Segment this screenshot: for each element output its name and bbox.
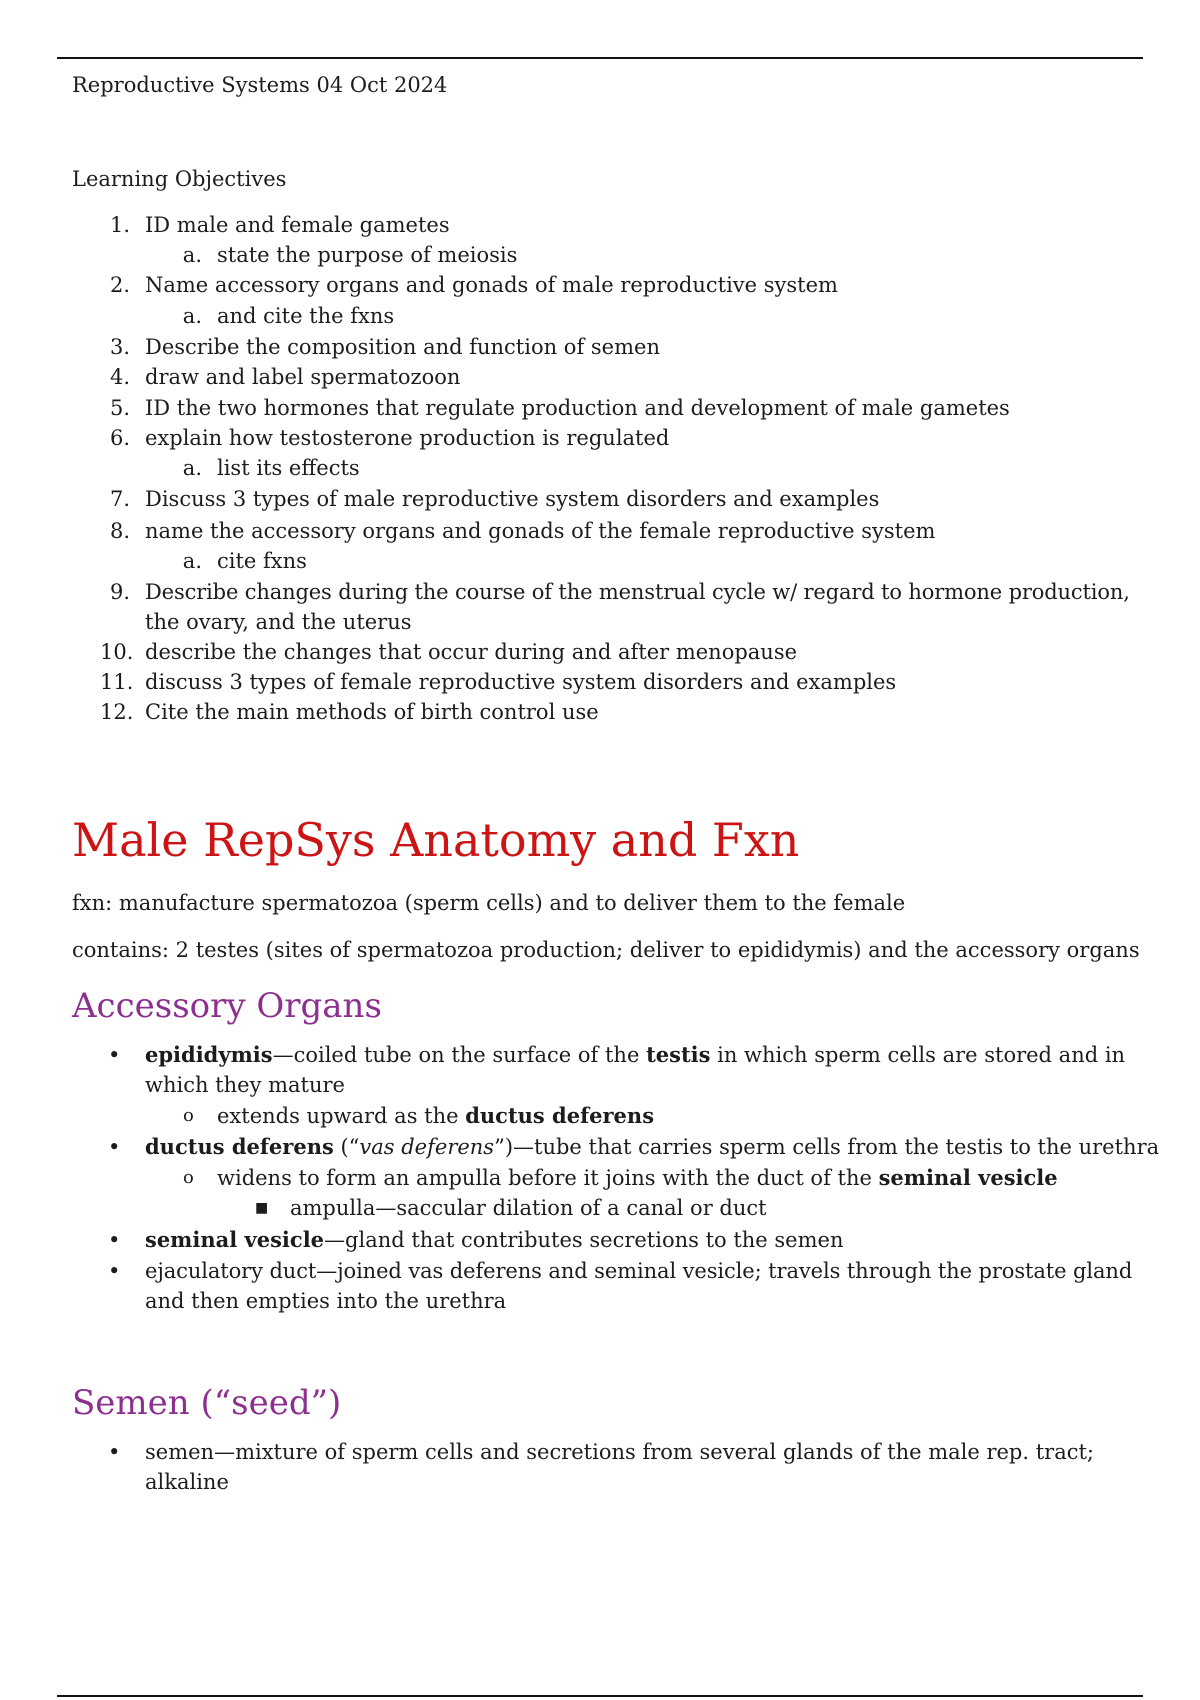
subitem-text: widens to form an ampulla before it joins with the duct of the xyxy=(217,1166,879,1190)
bottom-rule xyxy=(57,1695,1143,1697)
list-subitem-letter: a. xyxy=(182,304,202,328)
definition-text: ”)—tube that carries sperm cells from the testis to the urethra xyxy=(494,1135,1160,1159)
term-ductus-deferens: ductus deferens xyxy=(145,1134,334,1159)
list-item: ejaculatory duct—joined vas deferens and seminal vesicle; travels through the prostate gland xyxy=(145,1259,1133,1283)
list-item: semen—mixture of sperm cells and secretions from several glands of the male rep. tract; xyxy=(145,1440,1094,1464)
circle-bullet-icon: o xyxy=(183,1105,194,1126)
list-item-number: 3. xyxy=(109,335,130,359)
list-item: ID male and female gametes xyxy=(145,213,450,237)
subitem-text: extends upward as the xyxy=(217,1104,466,1128)
list-item: discuss 3 types of female reproductive system disorders and examples xyxy=(145,670,897,694)
section-heading-semen: Semen (“seed”) xyxy=(72,1383,342,1423)
definition-text: —gland that contributes secretions to the semen xyxy=(324,1228,844,1252)
list-item-continuation: alkaline xyxy=(145,1470,229,1494)
bullet-icon: • xyxy=(108,1135,121,1159)
definition-text: —coiled tube on the surface of the xyxy=(272,1043,647,1067)
list-item-number: 5. xyxy=(109,396,130,420)
list-item xyxy=(145,1040,1125,1070)
list-item-number: 2. xyxy=(109,273,130,297)
term-epididymis: epididymis xyxy=(145,1042,273,1067)
list-subitem: list its effects xyxy=(217,456,360,480)
list-item: describe the changes that occur during and after menopause xyxy=(145,640,798,664)
list-item-number: 10. xyxy=(100,640,134,664)
list-item: ID the two hormones that regulate production and development of male gametes xyxy=(145,396,1010,420)
definition-text: in which sperm cells are stored and in xyxy=(710,1043,1126,1067)
list-item-continuation: the ovary, and the uterus xyxy=(145,610,412,634)
male-fxn-text: fxn: manufacture spermatozoa (sperm cells) and to deliver them to the female xyxy=(72,891,906,915)
list-item-number: 11. xyxy=(100,670,134,694)
list-item: Discuss 3 types of male reproductive system disorders and examples xyxy=(145,487,880,511)
list-item-number: 4. xyxy=(109,365,130,389)
list-subitem xyxy=(217,1101,654,1131)
male-contains-text: contains: 2 testes (sites of spermatozoa production; deliver to epididymis) and the accessory organs xyxy=(72,938,1140,962)
circle-bullet-icon: o xyxy=(183,1167,194,1188)
list-subsubitem: ampulla—saccular dilation of a canal or duct xyxy=(290,1196,767,1220)
term-ductus-deferens: ductus deferens xyxy=(465,1103,655,1128)
list-item xyxy=(145,1225,843,1255)
list-subitem xyxy=(217,1163,1058,1193)
section-title-male: Male RepSys Anatomy and Fxn xyxy=(72,813,800,867)
list-item-number: 9. xyxy=(109,580,130,604)
square-bullet-icon: ■ xyxy=(255,1200,269,1216)
list-subitem: cite fxns xyxy=(217,549,307,573)
list-item: Name accessory organs and gonads of male reproductive system xyxy=(145,273,838,297)
list-item: Describe the composition and function of semen xyxy=(145,335,660,359)
list-item: Cite the main methods of birth control use xyxy=(145,700,599,724)
term-vas-deferens: vas deferens xyxy=(359,1135,495,1159)
term-seminal-vesicle: seminal vesicle xyxy=(145,1227,325,1252)
list-item-number: 8. xyxy=(109,519,130,543)
term-testis: testis xyxy=(646,1042,711,1067)
objectives-heading: Learning Objectives xyxy=(72,167,287,191)
bullet-icon: • xyxy=(108,1440,121,1464)
list-subitem: state the purpose of meiosis xyxy=(217,243,518,267)
list-item-number: 1. xyxy=(109,213,130,237)
list-subitem-letter: a. xyxy=(182,549,202,573)
term-seminal-vesicle: seminal vesicle xyxy=(878,1165,1058,1190)
section-heading-accessory: Accessory Organs xyxy=(72,986,382,1026)
definition-text: (“ xyxy=(333,1135,360,1159)
list-item-number: 12. xyxy=(100,700,134,724)
list-item: name the accessory organs and gonads of the female reproductive system xyxy=(145,519,936,543)
list-item-continuation: and then empties into the urethra xyxy=(145,1289,507,1313)
list-item-number: 6. xyxy=(109,426,130,450)
list-item xyxy=(145,1132,1159,1162)
page-header-title: Reproductive Systems 04 Oct 2024 xyxy=(72,73,448,97)
bullet-icon: • xyxy=(108,1259,121,1283)
list-item: draw and label spermatozoon xyxy=(145,365,461,389)
bullet-icon: • xyxy=(108,1043,121,1067)
list-subitem-letter: a. xyxy=(182,456,202,480)
list-subitem: and cite the fxns xyxy=(217,304,395,328)
list-subitem-letter: a. xyxy=(182,243,202,267)
top-rule xyxy=(57,57,1143,59)
list-item: Describe changes during the course of the menstrual cycle w/ regard to hormone production, xyxy=(145,580,1130,604)
bullet-icon: • xyxy=(108,1228,121,1252)
list-item-continuation: which they mature xyxy=(145,1073,345,1097)
list-item-number: 7. xyxy=(109,487,130,511)
list-item: explain how testosterone production is regulated xyxy=(145,426,670,450)
